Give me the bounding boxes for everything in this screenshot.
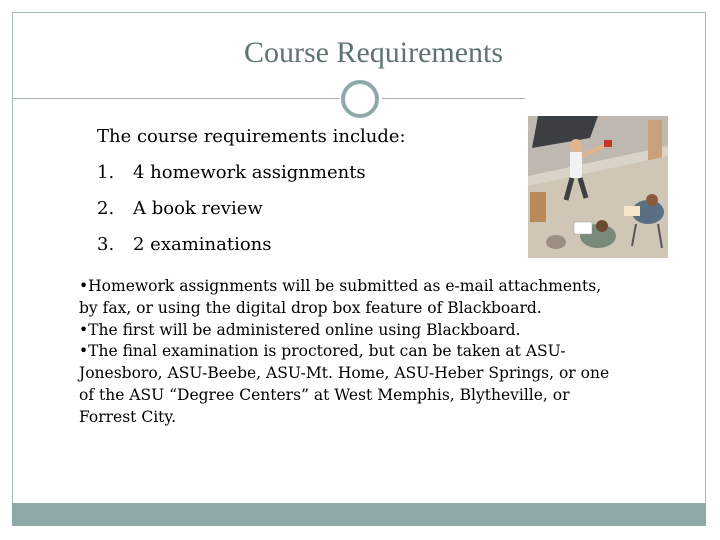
requirements-list (97, 162, 366, 270)
list-text: 2 examinations (133, 234, 272, 255)
footer-bar (12, 503, 706, 526)
list-number: 2. (97, 198, 115, 219)
detail-paragraph: •The first will be administered online using Blackboard. (79, 320, 521, 339)
title-divider-left (12, 98, 340, 99)
list-number: 3. (97, 234, 115, 255)
list-item (97, 162, 366, 198)
detail-paragraph: •Homework assignments will be submitted as e-mail attachments, by fax, or using the digital drop box feature of Blackboard. (79, 277, 602, 317)
list-item (97, 198, 366, 234)
detail-paragraph: •The final examination is proctored, but can be taken at ASU-Jonesboro, ASU-Beebe, ASU-Mt. Home, ASU-Heber Springs, or one of the ASU “Degree Centers” at West Memphis, Blytheville, or Forrest City. (79, 342, 610, 426)
list-text: 4 homework assignments (133, 162, 366, 183)
divider-ring-icon (341, 80, 379, 118)
intro-text: The course requirements include: (97, 126, 406, 147)
details-text (79, 276, 619, 429)
slide-title: Course Requirements (243, 36, 504, 69)
classroom-teacher-clipart (528, 116, 668, 258)
list-text: A book review (133, 198, 263, 219)
title-divider-right (382, 98, 525, 99)
list-item (97, 234, 366, 270)
list-number: 1. (97, 162, 115, 183)
